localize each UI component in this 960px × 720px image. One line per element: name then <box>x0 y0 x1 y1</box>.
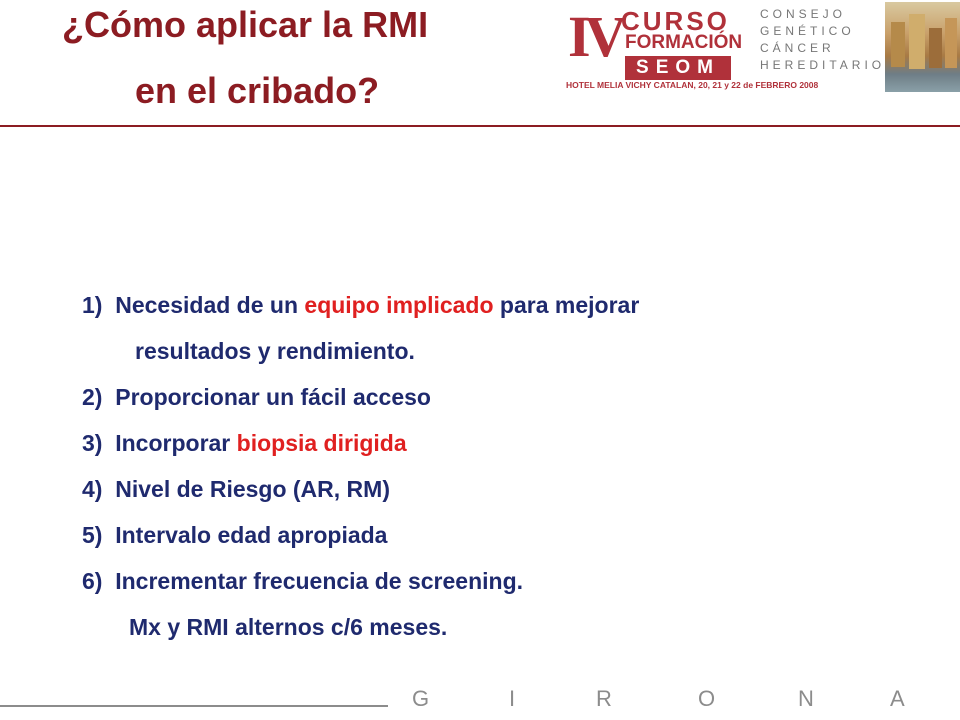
item-text: Intervalo edad apropiada <box>115 522 388 548</box>
item-highlight: equipo implicado <box>304 292 494 318</box>
logo-roman-numeral: IV <box>568 4 621 69</box>
item-number: 5) <box>82 522 103 548</box>
consejo-line: CONSEJO <box>760 7 847 21</box>
logo-seom: SEOM <box>625 56 731 80</box>
title-line-1: ¿Cómo aplicar la RMI <box>62 4 429 45</box>
title-line-2: en el cribado? <box>135 70 380 111</box>
item-text: Nivel de Riesgo (AR, RM) <box>115 476 390 502</box>
bullet-list <box>82 282 922 650</box>
list-item <box>82 558 922 604</box>
consejo-line: CÁNCER <box>760 41 835 55</box>
course-logo <box>560 2 960 112</box>
item-number: 4) <box>82 476 103 502</box>
footer-letter: O <box>698 686 716 711</box>
logo-consejo-text <box>760 6 885 74</box>
item-number: 2) <box>82 384 103 410</box>
consejo-line: GENÉTICO <box>760 24 855 38</box>
item-text: Incorporar <box>115 430 237 456</box>
consejo-line: HEREDITARIO <box>760 58 886 72</box>
logo-formacion: FORMACIÓN <box>625 32 743 53</box>
item-number: 3) <box>82 430 103 456</box>
item-text: Necesidad de un <box>115 292 305 318</box>
footer-letter: R <box>596 686 612 711</box>
list-item <box>82 512 922 558</box>
list-item <box>82 374 922 420</box>
footer-letter: N <box>798 686 814 711</box>
list-item <box>82 466 922 512</box>
girona-photo <box>885 2 960 92</box>
logo-curso: CURSO <box>621 6 730 36</box>
slide-title <box>0 0 560 125</box>
item-number: 6) <box>82 568 103 594</box>
list-item-continuation: Mx y RMI alternos c/6 meses. <box>129 614 448 640</box>
header-divider <box>0 125 960 127</box>
item-number: 1) <box>82 292 103 318</box>
list-item <box>82 420 922 466</box>
item-highlight: biopsia dirigida <box>236 430 407 456</box>
logo-hotel-dates: HOTEL MELIA VICHY CATALAN, 20, 21 y 22 de FEBRERO 2008 <box>566 80 819 90</box>
item-text: Incrementar frecuencia de screening. <box>115 568 524 594</box>
footer-letter: G <box>412 686 430 711</box>
footer-letter: A <box>890 686 905 711</box>
footer-letter: I <box>509 686 516 711</box>
footer-girona <box>412 686 952 716</box>
item-text: para mejorar <box>493 292 640 318</box>
footer-divider <box>0 705 388 707</box>
item-text: Proporcionar un fácil acceso <box>115 384 431 410</box>
list-item <box>82 282 922 328</box>
list-item-continuation: resultados y rendimiento. <box>135 338 415 364</box>
